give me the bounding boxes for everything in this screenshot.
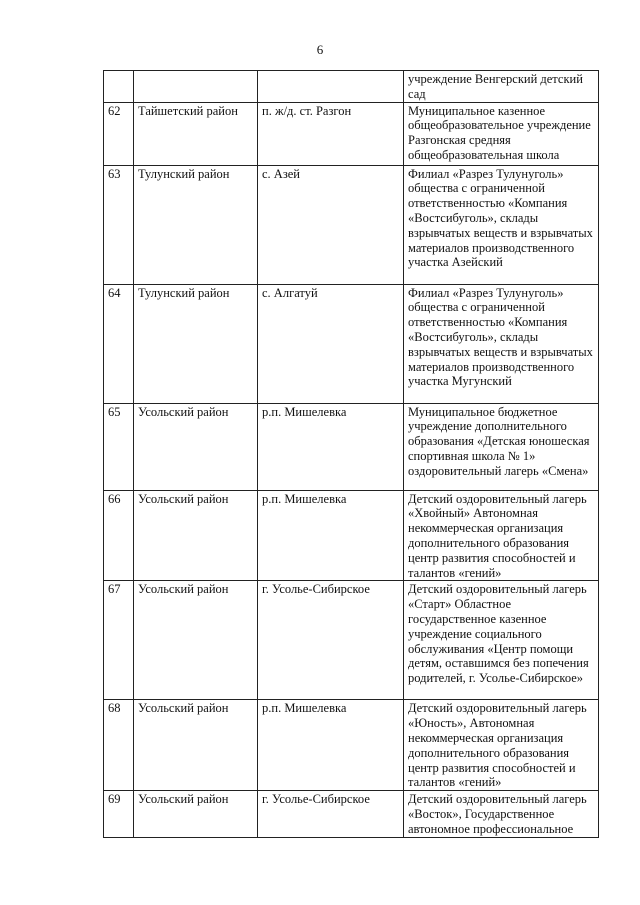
table-row xyxy=(104,102,599,165)
row-number: 63 xyxy=(104,165,134,284)
table-row xyxy=(104,700,599,791)
description-cell: Детский оздоровительный лагерь «Хвойный» Автономная некоммерческая организация дополнительного образования центр развития способностей и талантов «гений» xyxy=(404,490,599,581)
locality-cell: г. Усолье-Сибирское xyxy=(258,581,404,700)
page-number: 6 xyxy=(316,42,324,57)
row-number: 67 xyxy=(104,581,134,700)
locality-cell: г. Усолье-Сибирское xyxy=(258,791,404,837)
row-number: 64 xyxy=(104,284,134,403)
registry-table xyxy=(103,70,599,838)
row-number xyxy=(104,71,134,103)
district-cell: Усольский район xyxy=(134,700,258,791)
locality-cell xyxy=(258,71,404,103)
table-row xyxy=(104,490,599,581)
description-cell: Детский оздоровительный лагерь «Старт» Областное государственное казенное учреждение социального обслуживания «Центр помощи детям, оставшимся без попечения родителей, г. Усолье-Сибирское» xyxy=(404,581,599,700)
locality-cell: р.п. Мишелевка xyxy=(258,490,404,581)
table-row xyxy=(104,71,599,103)
locality-cell: р.п. Мишелевка xyxy=(258,403,404,490)
description-cell: Муниципальное бюджетное учреждение дополнительного образования «Детская юношеская спортивная школа № 1» оздоровительный лагерь «Смена» xyxy=(404,403,599,490)
table-row xyxy=(104,403,599,490)
district-cell xyxy=(134,71,258,103)
district-cell: Усольский район xyxy=(134,403,258,490)
district-cell: Тулунский район xyxy=(134,284,258,403)
description-cell: Детский оздоровительный лагерь «Юность», Автономная некоммерческая организация дополнительного образования центр развития способностей и талантов «гений» xyxy=(404,700,599,791)
row-number: 68 xyxy=(104,700,134,791)
description-cell: Муниципальное казенное общеобразовательное учреждение Разгонская средняя общеобразовательная школа xyxy=(404,102,599,165)
table-row xyxy=(104,284,599,403)
table-row xyxy=(104,581,599,700)
row-number: 65 xyxy=(104,403,134,490)
description-cell: учреждение Венгерский детский сад xyxy=(404,71,599,103)
table-row xyxy=(104,165,599,284)
district-cell: Тайшетский район xyxy=(134,102,258,165)
locality-cell: с. Алгатуй xyxy=(258,284,404,403)
description-cell: Филиал «Разрез Тулунуголь» общества с ограниченной ответственностью «Компания «Востсибуголь», склады взрывчатых веществ и взрывчатых материалов производственного участка Мугунский xyxy=(404,284,599,403)
row-number: 69 xyxy=(104,791,134,837)
district-cell: Тулунский район xyxy=(134,165,258,284)
district-cell: Усольский район xyxy=(134,791,258,837)
row-number: 62 xyxy=(104,102,134,165)
district-cell: Усольский район xyxy=(134,490,258,581)
description-cell: Детский оздоровительный лагерь «Восток», Государственное автономное профессиональное xyxy=(404,791,599,837)
locality-cell: р.п. Мишелевка xyxy=(258,700,404,791)
locality-cell: п. ж/д. ст. Разгон xyxy=(258,102,404,165)
locality-cell: с. Азей xyxy=(258,165,404,284)
table-row xyxy=(104,791,599,837)
description-cell: Филиал «Разрез Тулунуголь» общества с ограниченной ответственностью «Компания «Востсибуголь», склады взрывчатых веществ и взрывчатых материалов производственного участка Азейский xyxy=(404,165,599,284)
district-cell: Усольский район xyxy=(134,581,258,700)
row-number: 66 xyxy=(104,490,134,581)
